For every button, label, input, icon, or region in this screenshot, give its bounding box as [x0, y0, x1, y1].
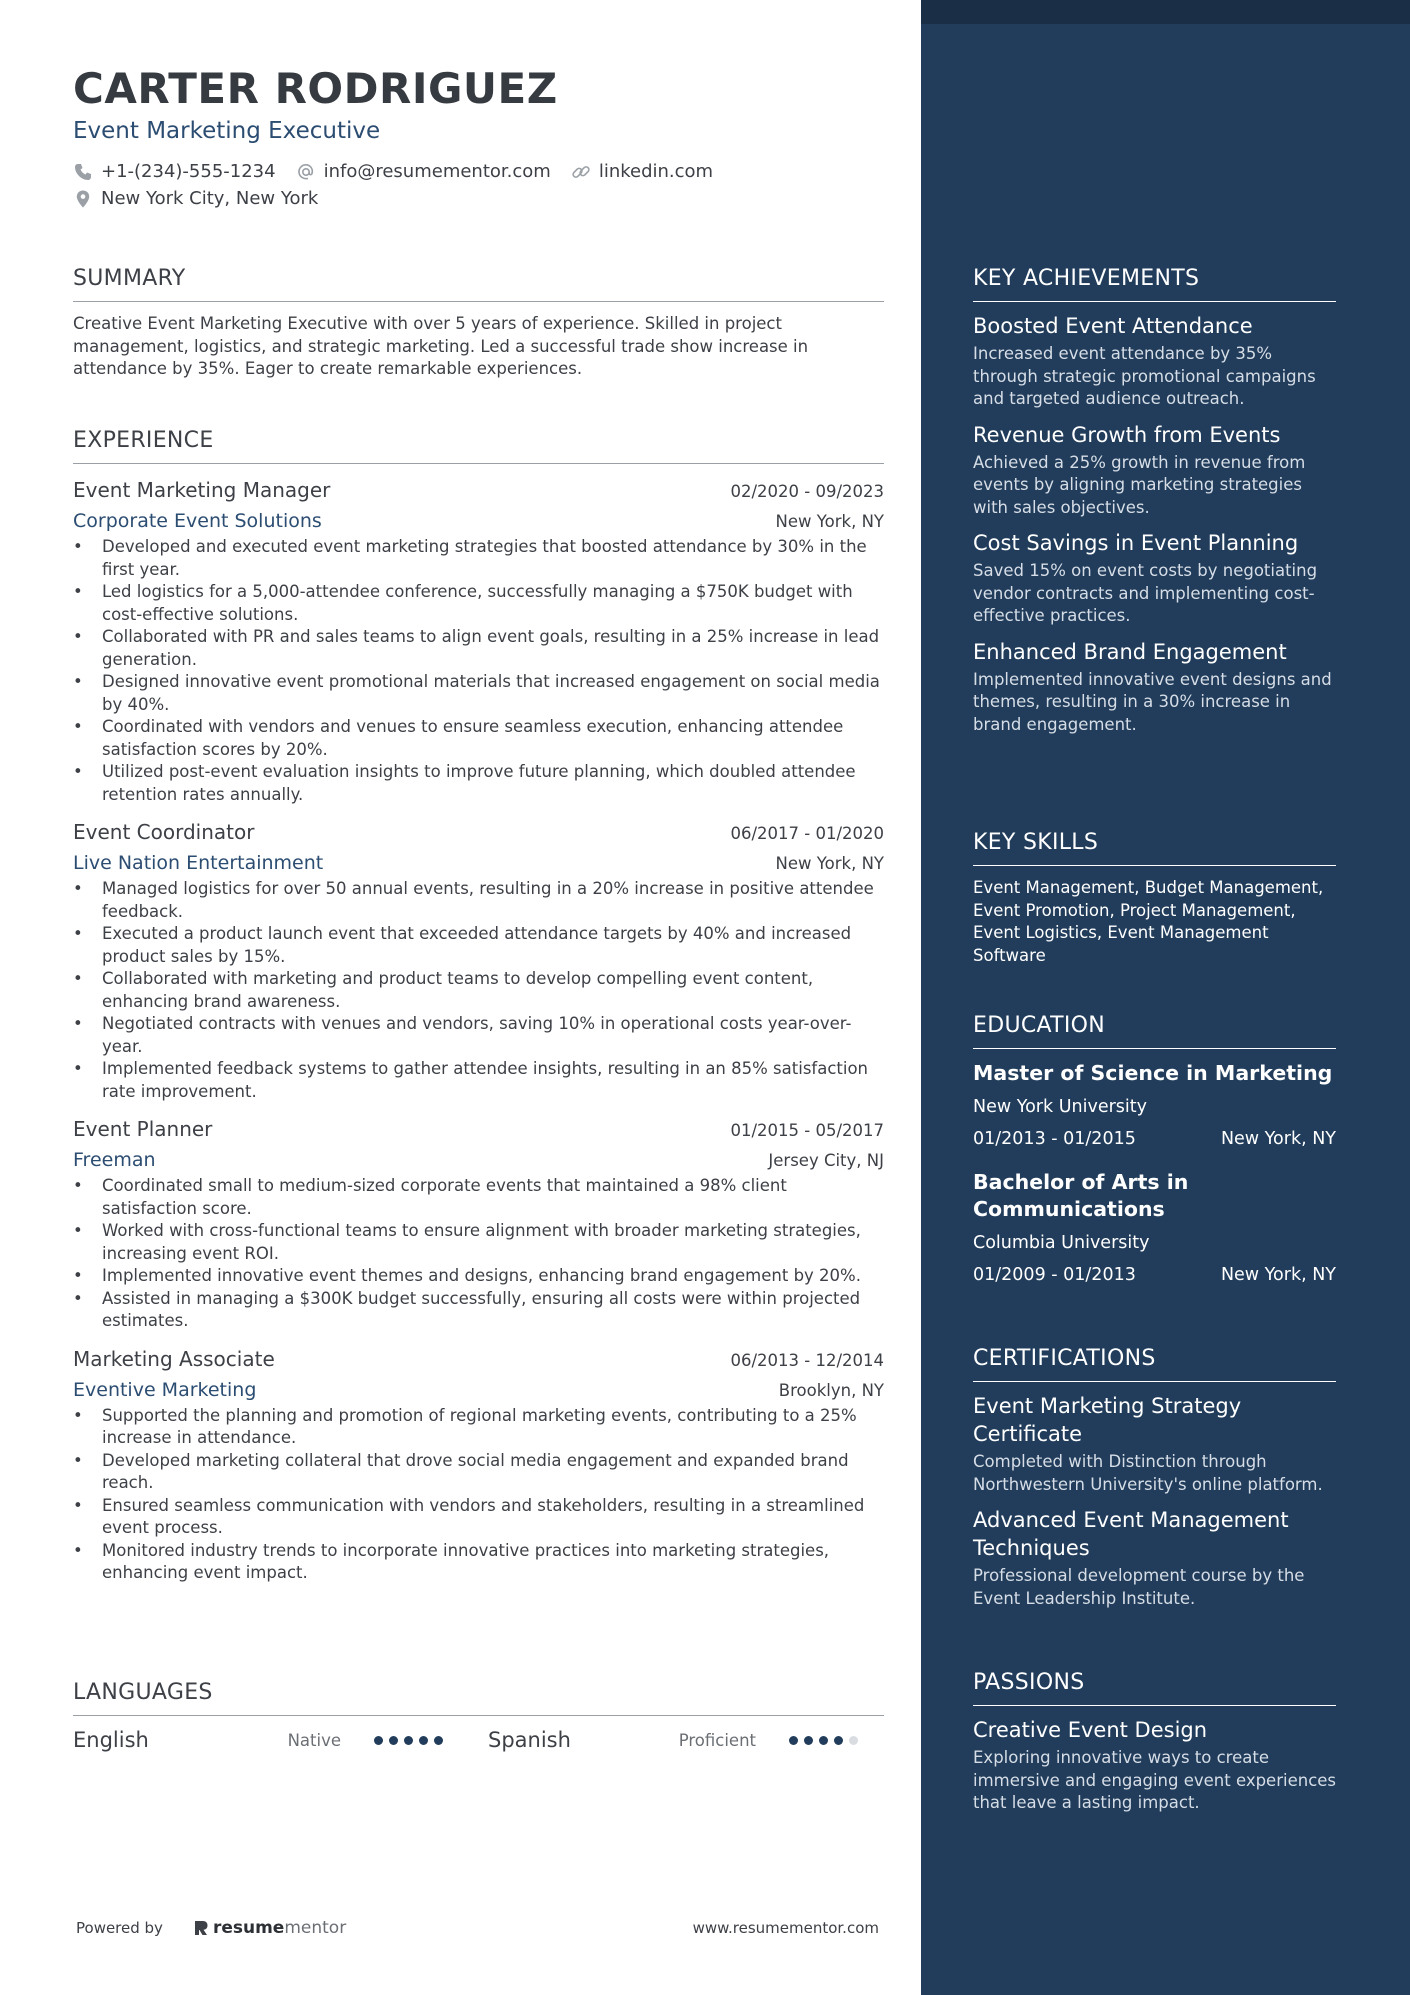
rating-dot-filled [404, 1736, 413, 1745]
achievement-title: Enhanced Brand Engagement [973, 639, 1287, 664]
bullet-item: • Led logistics for a 5,000-attendee conference, successfully managing a $750K budget with cost-effective solutions. [73, 581, 884, 626]
degree-title: Master of Science in Marketing [973, 1061, 1333, 1085]
job-title: Event Marketing Executive [73, 118, 381, 144]
bullet-item: • Negotiated contracts with venues and vendors, saving 10% in operational costs year-over-year. [73, 1013, 884, 1058]
job-position: Marketing Associate [73, 1346, 275, 1371]
job-bullets [73, 878, 884, 1103]
education-dates: 01/2009 - 01/2013 [973, 1265, 1136, 1285]
achievement-desc: Achieved a 25% growth in revenue from events by aligning marketing strategies with sales objectives. [973, 452, 1306, 517]
job-company: Freeman [73, 1149, 156, 1171]
rating-dot-filled [834, 1736, 843, 1745]
sidebar-top-band [921, 0, 1410, 24]
brand-light: mentor [284, 1918, 347, 1938]
rating-dot-filled [389, 1736, 398, 1745]
job-bullets [73, 1405, 884, 1585]
bullet-item: • Collaborated with PR and sales teams to align event goals, resulting in a 25% increase in lead generation. [73, 626, 884, 671]
email-item[interactable] [296, 161, 551, 182]
rating-dot-filled [819, 1736, 828, 1745]
achievement-item [973, 312, 1336, 411]
contact-row [73, 161, 733, 182]
language-item [488, 1728, 884, 1752]
job-company: Eventive Marketing [73, 1378, 257, 1401]
job-location: Brooklyn, NY [778, 1380, 884, 1400]
languages-heading: LANGUAGES [73, 1680, 884, 1716]
phone-item[interactable] [73, 161, 276, 182]
achievement-item [973, 638, 1336, 737]
bullet-item: • Monitored industry trends to incorporate innovative practices into marketing strategies, enhancing event impact. [73, 1540, 884, 1585]
bullet-item: • Executed a product launch event that exceeded attendance targets by 40% and increased product sales by 15%. [73, 923, 884, 968]
certifications-heading: CERTIFICATIONS [973, 1346, 1336, 1382]
certification-item [973, 1506, 1336, 1610]
job-location: New York, NY [775, 854, 884, 873]
language-rating [374, 1736, 449, 1745]
job-position: Event Planner [73, 1117, 213, 1141]
achievement-title: Revenue Growth from Events [973, 422, 1281, 447]
brand-bold: resume [212, 1918, 285, 1938]
rating-dot-filled [804, 1736, 813, 1745]
job-bullets [73, 536, 884, 806]
sidebar-column [921, 0, 1410, 1995]
linkedin-item[interactable] [571, 161, 713, 182]
summary-section [73, 266, 884, 381]
certification-desc: Completed with Distinction through Northwestern University's online platform. [973, 1452, 1323, 1494]
passion-title: Creative Event Design [973, 1718, 1208, 1742]
job-dates: 06/2013 - 12/2014 [730, 1350, 884, 1370]
skills-heading: KEY SKILLS [973, 830, 1336, 866]
job-company: Corporate Event Solutions [73, 510, 322, 532]
resumementor-logo-icon [193, 1919, 209, 1937]
bullet-item: • Ensured seamless communication with vendors and stakeholders, resulting in a streamlined event process. [73, 1495, 884, 1540]
location-row [73, 188, 338, 209]
certifications-section [973, 1346, 1336, 1620]
job-entry [73, 1117, 884, 1333]
bullet-item: • Developed and executed event marketing strategies that boosted attendance by 30% in the first year. [73, 536, 884, 581]
bullet-item: • Utilized post-event evaluation insights to improve future planning, which doubled attendee retention rates annually. [73, 761, 884, 806]
linkedin-text: linkedin.com [598, 161, 714, 182]
degree-title: Bachelor of Arts in Communications [973, 1170, 1189, 1221]
languages-section [73, 1680, 884, 1752]
education-item [973, 1060, 1336, 1149]
job-entry [73, 820, 884, 1103]
language-name: English [73, 1728, 149, 1752]
job-dates: 01/2015 - 05/2017 [730, 1121, 884, 1140]
experience-section [73, 428, 884, 1585]
bullet-item: • Supported the planning and promotion of regional marketing events, contributing to a 25% increase in attendance. [73, 1405, 884, 1450]
language-rating [789, 1736, 864, 1745]
job-company: Live Nation Entertainment [73, 852, 324, 874]
passion-desc: Exploring innovative ways to create immersive and engaging event experiences that leave a lasting impact. [973, 1748, 1337, 1812]
passion-item [973, 1716, 1336, 1815]
job-bullets [73, 1175, 884, 1333]
languages-row [73, 1728, 884, 1752]
achievements-section [973, 266, 1336, 746]
education-section [973, 1013, 1336, 1285]
bullet-item: • Implemented innovative event themes and designs, enhancing brand engagement by 20%. [73, 1265, 884, 1288]
job-position: Event Marketing Manager [73, 478, 331, 502]
achievements-heading: KEY ACHIEVEMENTS [973, 266, 1336, 302]
passions-section [973, 1670, 1336, 1825]
achievement-desc: Implemented innovative event designs and themes, resulting in a 30% increase in brand engagement. [973, 669, 1332, 734]
summary-text: Creative Event Marketing Executive with over 5 years of experience. Skilled in project management, logistics, and strategic marketing. Led a successful trade show increase in attendance by 35%. Eager to create remarkable experiences. [73, 314, 809, 378]
rating-dot-filled [789, 1736, 798, 1745]
bullet-item: • Implemented feedback systems to gather attendee insights, resulting in an 85% satisfaction rate improvement. [73, 1058, 884, 1103]
rating-dot-empty [849, 1736, 858, 1745]
achievement-desc: Increased event attendance by 35% through strategic promotional campaigns and targeted audience outreach. [973, 344, 1316, 408]
rating-dot-filled [419, 1736, 428, 1745]
bullet-item: • Collaborated with marketing and product teams to develop compelling event content, enhancing brand awareness. [73, 968, 884, 1013]
bullet-item: • Designed innovative event promotional materials that increased engagement on social media by 40%. [73, 671, 884, 716]
education-heading: EDUCATION [973, 1013, 1336, 1049]
rating-dot-filled [434, 1736, 443, 1745]
certification-desc: Professional development course by the Event Leadership Institute. [973, 1566, 1305, 1608]
achievement-title: Cost Savings in Event Planning [973, 531, 1299, 555]
skills-section [973, 830, 1336, 967]
achievement-item [973, 421, 1336, 520]
bullet-item: • Coordinated with vendors and venues to ensure seamless execution, enhancing attendee satisfaction scores by 20%. [73, 716, 884, 761]
education-location: New York, NY [1220, 1265, 1336, 1285]
certification-item [973, 1392, 1336, 1496]
certification-title: Advanced Event Management Techniques [973, 1508, 1289, 1560]
job-dates: 06/2017 - 01/2020 [730, 824, 884, 843]
bullet-item: • Assisted in managing a $300K budget successfully, ensuring all costs were within projected estimates. [73, 1288, 884, 1333]
location-pin-icon [73, 189, 93, 209]
at-icon [296, 162, 316, 182]
education-location: New York, NY [1220, 1129, 1336, 1149]
certification-title: Event Marketing Strategy Certificate [973, 1394, 1242, 1446]
powered-by-label: Powered by [76, 1919, 163, 1937]
skills-text: Event Management, Budget Management, Event Promotion, Project Management, Event Logistics, Event Management Software [973, 878, 1324, 965]
language-level: Proficient [678, 1730, 756, 1750]
email-text: info@resumementor.com [323, 161, 551, 182]
education-item [973, 1169, 1336, 1285]
language-name: Spanish [488, 1728, 571, 1752]
candidate-name: CARTER RODRIGUEZ [73, 64, 558, 113]
job-position: Event Coordinator [73, 820, 255, 844]
job-location: New York, NY [775, 512, 884, 531]
location-item [73, 188, 318, 209]
phone-icon [73, 162, 93, 182]
job-dates: 02/2020 - 09/2023 [730, 482, 884, 501]
location-text: New York City, New York [101, 188, 319, 209]
footer [76, 1918, 879, 1938]
job-location: Jersey City, NJ [768, 1151, 884, 1170]
bullet-item: • Coordinated small to medium-sized corporate events that maintained a 98% client satisfaction score. [73, 1175, 884, 1220]
language-item [73, 1728, 469, 1752]
link-icon [571, 162, 591, 182]
job-entry [73, 478, 884, 806]
achievement-item [973, 529, 1336, 628]
language-level: Native [287, 1730, 341, 1750]
job-entry [73, 1347, 884, 1585]
website-link[interactable]: www.resumementor.com [692, 1919, 879, 1937]
brand-logo[interactable] [193, 1918, 346, 1938]
bullet-item: • Developed marketing collateral that drove social media engagement and expanded brand reach. [73, 1450, 884, 1495]
passions-heading: PASSIONS [973, 1670, 1336, 1706]
summary-heading: SUMMARY [73, 266, 884, 302]
achievement-title: Boosted Event Attendance [973, 314, 1253, 338]
experience-heading: EXPERIENCE [73, 428, 884, 464]
phone-text: +1-(234)-555-1234 [101, 161, 276, 182]
school-name: Columbia University [973, 1233, 1150, 1253]
achievement-desc: Saved 15% on event costs by negotiating vendor contracts and implementing cost-effective practices. [973, 561, 1318, 625]
bullet-item: • Managed logistics for over 50 annual events, resulting in a 20% increase in positive attendee feedback. [73, 878, 884, 923]
bullet-item: • Worked with cross-functional teams to ensure alignment with broader marketing strategies, increasing event ROI. [73, 1220, 884, 1265]
powered-by [76, 1918, 346, 1938]
rating-dot-filled [374, 1736, 383, 1745]
school-name: New York University [973, 1097, 1147, 1117]
education-dates: 01/2013 - 01/2015 [973, 1129, 1136, 1149]
